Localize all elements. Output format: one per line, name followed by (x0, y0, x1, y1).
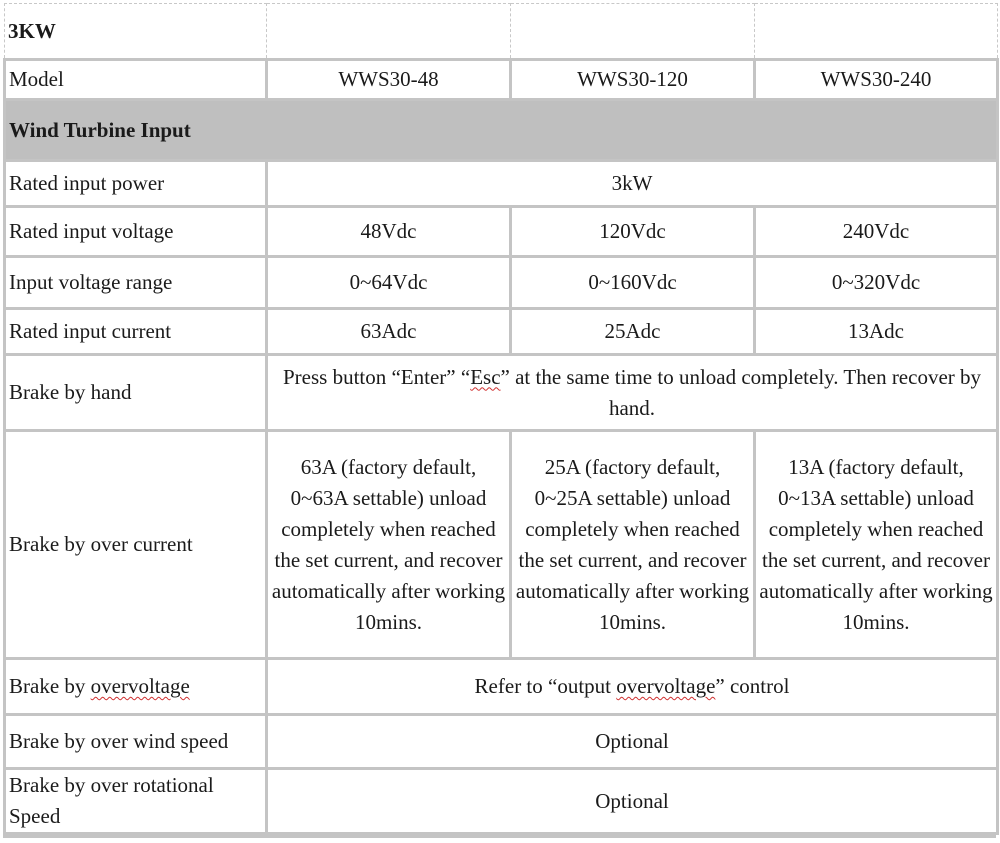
section-header-row (5, 100, 998, 161)
section-title: Wind Turbine Input (5, 100, 998, 161)
model-row (5, 60, 998, 100)
text: ” at the same time to unload completely. Then recover by hand. (500, 364, 982, 420)
model-cell: WWS30-120 (511, 60, 755, 100)
row-value: 0~320Vdc (755, 257, 998, 309)
row-value: 3kW (267, 161, 998, 207)
table-row (5, 715, 998, 769)
row-value (267, 659, 998, 715)
spec-table (3, 3, 999, 835)
row-label: Rated input voltage (5, 207, 267, 257)
row-value: 0~64Vdc (267, 257, 511, 309)
row-value: 25Adc (511, 309, 755, 355)
table-bottom-border (3, 832, 996, 838)
row-value: 13A (factory default, 0~13A settable) unload completely when reached the set current, and recover automatically after working 10mins. (755, 431, 998, 659)
row-label: Brake by over rotational Speed (5, 769, 267, 834)
row-value: Optional (267, 769, 998, 834)
text: ” control (715, 674, 790, 698)
model-cell: WWS30-240 (755, 60, 998, 100)
row-label: Brake by hand (5, 355, 267, 431)
spellcheck-word: overvoltage (90, 674, 190, 698)
row-value (267, 355, 998, 431)
row-value: 63Adc (267, 309, 511, 355)
row-value: 240Vdc (755, 207, 998, 257)
row-value: 63A (factory default, 0~63A settable) unload completely when reached the set current, and recover automatically after working 10mins. (267, 431, 511, 659)
row-label: Rated input current (5, 309, 267, 355)
table-row (5, 309, 998, 355)
table-row (5, 659, 998, 715)
text: Refer to “output (474, 674, 617, 698)
row-label (5, 659, 267, 715)
table-title: 3KW (5, 4, 267, 60)
text: Press button “Enter” “ (282, 364, 471, 389)
empty-cell (267, 4, 511, 60)
spellcheck-word: overvoltage (616, 674, 716, 698)
table-title-row (5, 4, 998, 60)
empty-cell (755, 4, 998, 60)
row-value: 25A (factory default, 0~25A settable) unload completely when reached the set current, and recover automatically after working 10mins. (511, 431, 755, 659)
table-row (5, 257, 998, 309)
row-label: Model (5, 60, 267, 100)
model-cell: WWS30-48 (267, 60, 511, 100)
table-row (5, 161, 998, 207)
table-row (5, 355, 998, 431)
table-row (5, 769, 998, 834)
row-value: 0~160Vdc (511, 257, 755, 309)
row-value: 120Vdc (511, 207, 755, 257)
spellcheck-word: Esc (470, 364, 501, 389)
row-value: 48Vdc (267, 207, 511, 257)
row-label: Brake by over wind speed (5, 715, 267, 769)
row-label: Input voltage range (5, 257, 267, 309)
table-row (5, 431, 998, 659)
row-label: Rated input power (5, 161, 267, 207)
row-value: 13Adc (755, 309, 998, 355)
table-row (5, 207, 998, 257)
row-label: Brake by over current (5, 431, 267, 659)
text: Brake by (9, 674, 91, 698)
row-value: Optional (267, 715, 998, 769)
spec-table-container (3, 3, 996, 835)
empty-cell (511, 4, 755, 60)
